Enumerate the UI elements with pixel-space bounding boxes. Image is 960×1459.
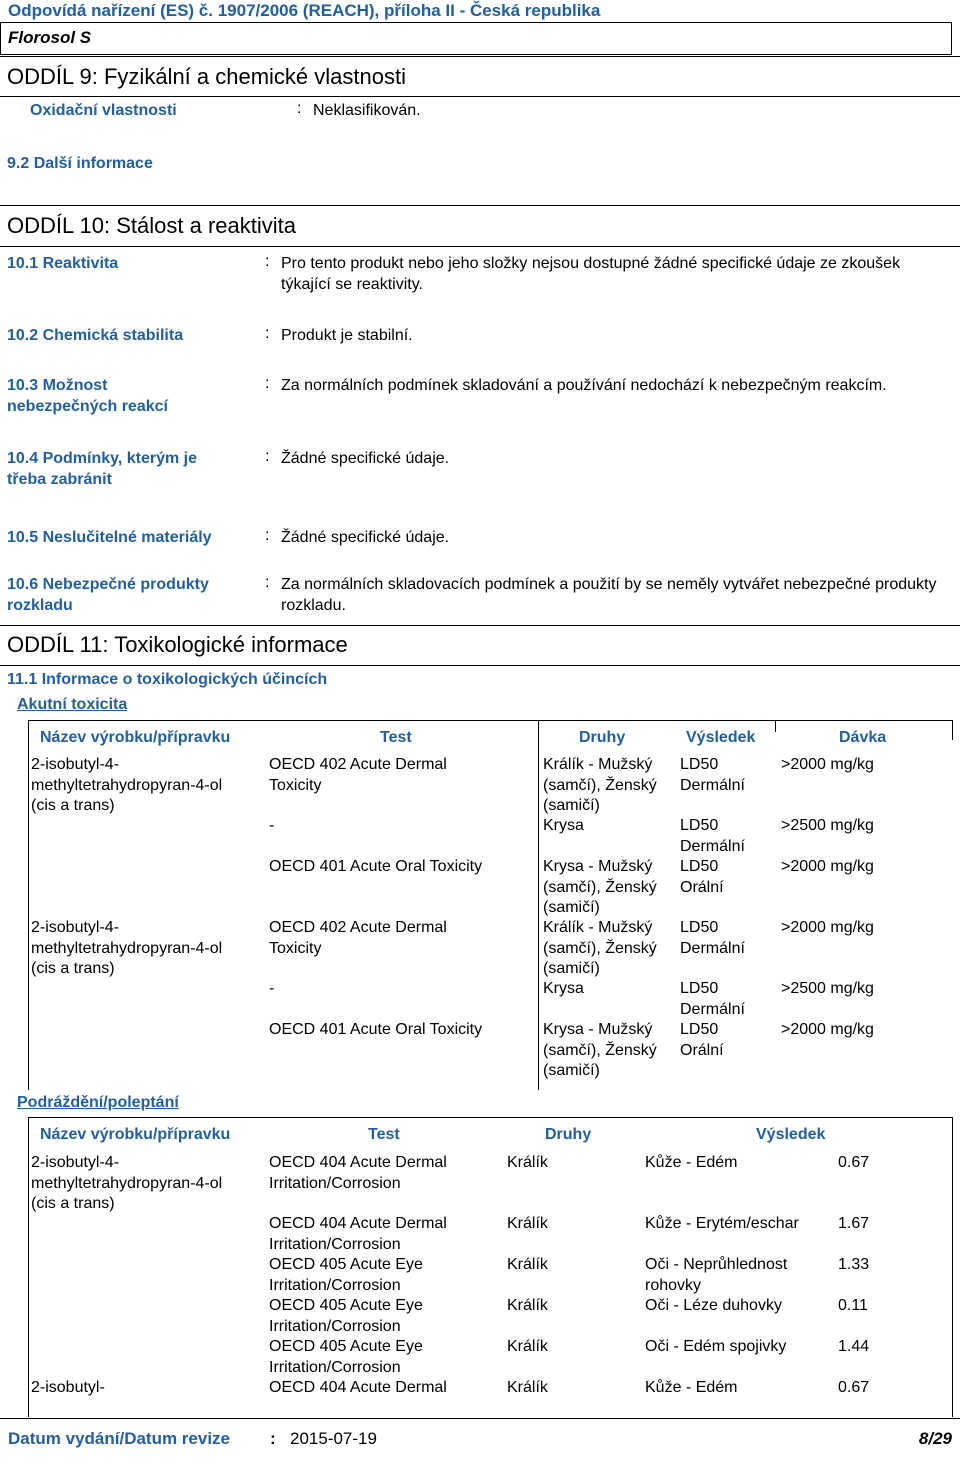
- irritation-row-test: OECD 405 Acute Eye Irritation/Corrosion: [269, 1338, 423, 1376]
- other-info-label: 9.2 Další informace: [7, 155, 153, 172]
- irritation-row-result: Kůže - Edém: [645, 1379, 738, 1396]
- footer-label: Datum vydání/Datum revize: [8, 1429, 231, 1448]
- section-divider: [0, 56, 960, 57]
- table-divider: [538, 720, 539, 1090]
- acute-row-test: OECD 401 Acute Oral Toxicity: [269, 858, 483, 875]
- table-right-border: [952, 720, 953, 740]
- irritation-row-name: 2-isobutyl-: [31, 1379, 105, 1396]
- acute-row-result: LD50 Orální: [680, 1021, 724, 1059]
- footer-colon: :: [270, 1429, 276, 1448]
- stability-colon: :: [265, 325, 270, 342]
- acute-row-species: Králík - Mužský (samčí), Ženský (samičí): [543, 919, 657, 977]
- oxidizing-value: Neklasifikován.: [313, 102, 421, 119]
- acute-row-species: Králík - Mužský (samčí), Ženský (samičí): [543, 756, 657, 814]
- irritation-row-test: OECD 404 Acute Dermal Irritation/Corrosion: [269, 1154, 447, 1192]
- acute-row-test: -: [269, 980, 275, 997]
- acute-row-species: Krysa: [543, 817, 584, 834]
- incompatible-materials-value: Žádné specifické údaje.: [281, 529, 450, 546]
- acute-row-result: LD50 Dermální: [680, 919, 745, 957]
- irritation-header-species: Druhy: [545, 1126, 592, 1143]
- acute-row-dose: >2000 mg/kg: [781, 1021, 874, 1038]
- toxicological-effects-heading: 11.1 Informace o toxikologických účincích: [7, 671, 328, 688]
- product-box: [0, 22, 952, 55]
- decomposition-products-label: 10.6 Nebezpečné produkty rozkladu: [7, 576, 209, 614]
- irritation-header-name: Název výrobku/přípravku: [40, 1126, 231, 1143]
- irritation-row-score: 0.67: [838, 1154, 870, 1171]
- acute-row-dose: >2500 mg/kg: [781, 980, 874, 997]
- irritation-heading: Podráždění/poleptání: [17, 1094, 179, 1111]
- acute-row-test: OECD 402 Acute Dermal Toxicity: [269, 756, 447, 794]
- page-number: 8/29: [918, 1429, 952, 1448]
- irritation-row-test: OECD 404 Acute Dermal Irritation/Corrosion: [269, 1215, 447, 1253]
- hazardous-reactions-label: 10.3 Možnost nebezpečných reakcí: [7, 377, 168, 415]
- irritation-row-species: Králík: [507, 1154, 548, 1171]
- acute-row-test: OECD 402 Acute Dermal Toxicity: [269, 919, 447, 957]
- section-divider: [0, 205, 960, 206]
- irritation-row-score: 1.33: [838, 1256, 870, 1273]
- acute-row-result: LD50 Orální: [680, 858, 724, 896]
- acute-toxicity-heading: Akutní toxicita: [17, 696, 128, 713]
- irritation-row-result: Kůže - Erytém/eschar: [645, 1215, 799, 1232]
- irritation-row-score: 1.67: [838, 1215, 870, 1232]
- section-divider: [0, 246, 960, 247]
- irritation-row-species: Králík: [507, 1379, 548, 1396]
- product-name: Florosol S: [8, 28, 92, 47]
- acute-row-test: OECD 401 Acute Oral Toxicity: [269, 1021, 483, 1038]
- acute-header-result: Výsledek: [686, 729, 756, 746]
- footer-divider: [0, 1418, 960, 1419]
- irritation-row-score: 0.11: [838, 1297, 868, 1314]
- irritation-header-test: Test: [368, 1126, 400, 1143]
- irritation-row-result: Oči - Léze duhovky: [645, 1297, 782, 1314]
- irritation-row-species: Králík: [507, 1297, 548, 1314]
- oxidizing-colon: :: [297, 100, 302, 117]
- acute-row-species: Krysa - Mužský (samčí), Ženský (samičí): [543, 1021, 657, 1079]
- section-10-title: ODDÍL 10: Stálost a reaktivita: [7, 213, 296, 238]
- irritation-row-test: OECD 404 Acute Dermal: [269, 1379, 447, 1396]
- section-divider: [0, 665, 960, 666]
- incompatible-materials-label: 10.5 Neslučitelné materiály: [7, 529, 212, 546]
- acute-header-dose: Dávka: [839, 729, 887, 746]
- regulation-header: Odpovídá nařízení (ES) č. 1907/2006 (REACH), příloha II - Česká republika: [8, 1, 601, 20]
- acute-header-test: Test: [380, 729, 412, 746]
- incompatible-materials-colon: :: [265, 527, 270, 544]
- table-right-border: [952, 1117, 953, 1417]
- conditions-to-avoid-label: 10.4 Podmínky, kterým je třeba zabránit: [7, 450, 198, 488]
- acute-row-dose: >2000 mg/kg: [781, 919, 874, 936]
- acute-row-result: LD50 Dermální: [680, 756, 745, 794]
- acute-header-name: Název výrobku/přípravku: [40, 729, 231, 746]
- acute-row-dose: >2000 mg/kg: [781, 858, 874, 875]
- table-left-border: [28, 1117, 29, 1417]
- acute-row-species: Krysa: [543, 980, 584, 997]
- irritation-header-result: Výsledek: [756, 1126, 826, 1143]
- irritation-row-result: Oči - Neprůhlednost rohovky: [645, 1256, 788, 1294]
- hazardous-reactions-colon: :: [265, 375, 270, 392]
- acute-row-species: Krysa - Mužský (samčí), Ženský (samičí): [543, 858, 657, 916]
- irritation-row-species: Králík: [507, 1215, 548, 1232]
- section-9-title: ODDÍL 9: Fyzikální a chemické vlastnosti: [7, 64, 406, 89]
- irritation-row-score: 1.44: [838, 1338, 870, 1355]
- acute-header-species: Druhy: [579, 729, 626, 746]
- irritation-row-result: Oči - Edém spojivky: [645, 1338, 787, 1355]
- decomposition-products-value: Za normálních skladovacích podmínek a použití by se neměly vytvářet nebezpečné produkty rozkladu.: [281, 576, 937, 614]
- stability-label: 10.2 Chemická stabilita: [7, 327, 184, 344]
- section-divider: [0, 96, 960, 97]
- irritation-row-test: OECD 405 Acute Eye Irritation/Corrosion: [269, 1256, 423, 1294]
- irritation-row-result: Kůže - Edém: [645, 1154, 738, 1171]
- acute-row-result: LD50 Dermální: [680, 980, 745, 1018]
- acute-row-dose: >2500 mg/kg: [781, 817, 874, 834]
- acute-row-dose: >2000 mg/kg: [781, 756, 874, 773]
- table-left-border: [28, 720, 29, 1090]
- irritation-row-score: 0.67: [838, 1379, 870, 1396]
- reactivity-colon: :: [265, 253, 270, 270]
- irritation-row-species: Králík: [507, 1256, 548, 1273]
- irritation-row-test: OECD 405 Acute Eye Irritation/Corrosion: [269, 1297, 423, 1335]
- acute-row-name: 2-isobutyl-4-methyltetrahydropyran-4-ol (cis a trans): [31, 919, 223, 977]
- reactivity-value: Pro tento produkt nebo jeho složky nejsou dostupné žádné specifické údaje ze zkoušek týkající se reaktivity.: [281, 255, 901, 293]
- table-top-border: [28, 720, 952, 721]
- decomposition-products-colon: :: [265, 574, 270, 591]
- table-divider: [775, 720, 776, 732]
- section-divider: [0, 625, 960, 626]
- hazardous-reactions-value: Za normálních podmínek skladování a používání nedochází k nebezpečným reakcím.: [281, 377, 887, 394]
- oxidizing-label: Oxidační vlastnosti: [30, 102, 177, 119]
- footer-date: 2015-07-19: [290, 1429, 377, 1448]
- acute-row-name: 2-isobutyl-4-methyltetrahydropyran-4-ol (cis a trans): [31, 756, 223, 814]
- conditions-to-avoid-colon: :: [265, 448, 270, 465]
- section-11-title: ODDÍL 11: Toxikologické informace: [7, 632, 348, 657]
- acute-row-result: LD50 Dermální: [680, 817, 745, 855]
- stability-value: Produkt je stabilní.: [281, 327, 413, 344]
- table-top-border: [28, 1117, 952, 1118]
- conditions-to-avoid-value: Žádné specifické údaje.: [281, 450, 450, 467]
- irritation-row-name: 2-isobutyl-4-methyltetrahydropyran-4-ol (cis a trans): [31, 1154, 223, 1212]
- irritation-row-species: Králík: [507, 1338, 548, 1355]
- acute-row-test: -: [269, 817, 275, 834]
- reactivity-label: 10.1 Reaktivita: [7, 255, 119, 272]
